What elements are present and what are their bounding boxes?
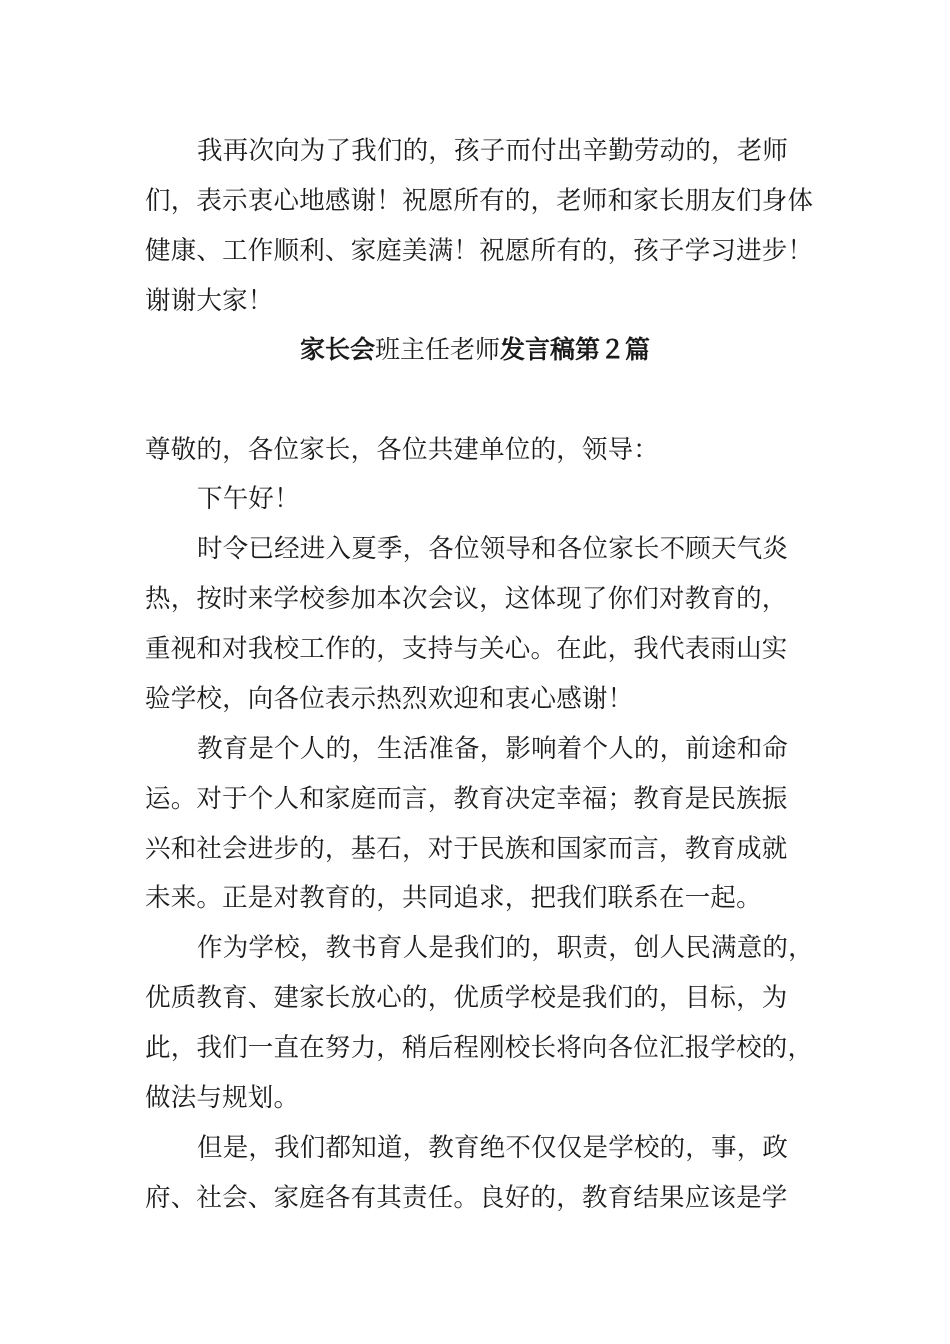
text-line: 优质教育、建家长放心的，优质学校是我们的，目标，为 — [145, 983, 788, 1013]
text-line: 此，我们一直在努力，稍后程刚校长将向各位汇报学校的， — [145, 1033, 814, 1063]
heading-part: 家长会 — [299, 335, 375, 364]
section-heading — [0, 335, 950, 365]
text-line: 做法与规划。 — [145, 1083, 300, 1113]
salutation: 尊敬的，各位家长，各位共建单位的，领导： — [145, 435, 660, 465]
text-line: 未来。正是对教育的，共同追求，把我们联系在一起。 — [145, 883, 762, 913]
text-line: 健康、工作顺利、家庭美满！祝愿所有的，孩子学习进步！ — [145, 236, 814, 266]
text-line: 重视和对我校工作的，支持与关心。在此，我代表雨山实 — [145, 634, 788, 664]
text-line: 我再次向为了我们的，孩子而付出辛勤劳动的，老师 — [197, 136, 789, 166]
heading-part: 发言稿第２篇 — [500, 335, 651, 364]
text-line: 们，表示衷心地感谢！祝愿所有的，老师和家长朋友们身体 — [145, 186, 814, 216]
greeting: 下午好！ — [197, 484, 300, 514]
text-line: 但是，我们都知道，教育绝不仅仅是学校的，事，政 — [197, 1133, 789, 1163]
text-line: 验学校，向各位表示热烈欢迎和衷心感谢！ — [145, 684, 634, 714]
text-line: 谢谢大家！ — [145, 286, 274, 316]
text-line: 兴和社会进步的，基石，对于民族和国家而言，教育成就 — [145, 834, 788, 864]
text-line: 府、社会、家庭各有其责任。良好的，教育结果应该是学 — [145, 1183, 788, 1213]
text-line: 时令已经进入夏季，各位领导和各位家长不顾天气炎 — [197, 534, 789, 564]
text-line: 教育是个人的，生活准备，影响着个人的，前途和命 — [197, 734, 789, 764]
heading-part: 班主任老师 — [374, 335, 500, 364]
text-line: 作为学校，教书育人是我们的，职责，创人民满意的， — [197, 933, 814, 963]
text-line: 运。对于个人和家庭而言，教育决定幸福；教育是民族振 — [145, 784, 788, 814]
text-line: 热，按时来学校参加本次会议，这体现了你们对教育的， — [145, 584, 788, 614]
